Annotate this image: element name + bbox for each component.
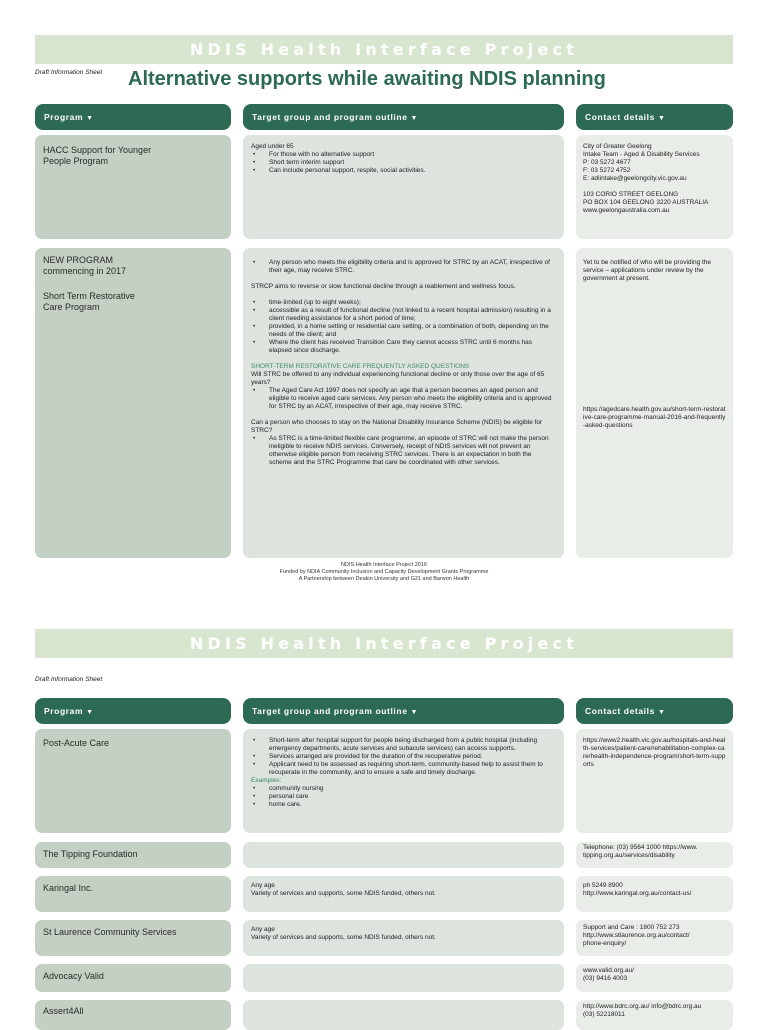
- contact-line: Support and Care : 1800 752 273: [583, 924, 680, 931]
- faq-question: Can a person who chooses to stay on the National Disability Insurance Scheme (NDIS) be eligible for STRC?: [251, 419, 543, 434]
- post-acute-contact-cell: [576, 729, 733, 833]
- bullet-item: • For those with no alternative support: [251, 151, 556, 159]
- page1-header-contact: Contact details ▼: [576, 104, 733, 130]
- target-line: Any age: [251, 882, 275, 889]
- strc-contact-cell: [576, 248, 733, 558]
- bullet-item: • provided, in a home setting or residential care setting, or a combination of both, depending on the needs of the client; and: [251, 323, 556, 339]
- faq-question: Will STRC be offered to any individual experiencing functional decline or only those over the age of 65 years?: [251, 371, 545, 386]
- page2-draft-label: Draft Information Sheet: [35, 676, 103, 683]
- karingal-program-cell: [35, 876, 231, 912]
- faq-answer: [251, 387, 556, 411]
- faq-answer: [251, 435, 556, 467]
- page1-title: Alternative supports while awaiting NDIS planning: [128, 68, 606, 90]
- program-name-line: Care Program: [43, 302, 100, 312]
- bullet-item: • Applicant need to be assessed as requiring short-term, community-based help to assist them to recuperate in the community, and to ensure a safe and timely discharge.: [251, 761, 556, 777]
- bullet-item: • accessible as a result of functional decline (not linked to a recent hospital admission) resulting in a client needing assistance for a short period of time;: [251, 307, 556, 323]
- target-line: Variety of services and supports, some NDIS funded, others not.: [251, 934, 436, 941]
- assert4all-program-cell: [35, 1000, 231, 1030]
- contact-note: Yet to be notified of who will be providing the service – applications under review by the government at present.: [583, 259, 712, 282]
- bullet-item: • time-limited (up to eight weeks);: [251, 299, 556, 307]
- karingal-target-cell: [243, 876, 564, 912]
- program-name-line: People Program: [43, 156, 109, 166]
- strc-program-cell: [35, 248, 231, 558]
- hacc-program-cell: [35, 135, 231, 239]
- page1-header-program: Program ▼: [35, 104, 231, 130]
- post-acute-bullets: [251, 737, 556, 777]
- contact-line[interactable]: http://www.stlaurence.org.au/contact/: [583, 932, 690, 939]
- target-bullets: [251, 151, 556, 175]
- contact-line: City of Greater Geelong: [583, 143, 652, 150]
- contact-website[interactable]: www.geelongaustralia.com.au: [583, 207, 670, 214]
- strc-target-cell: [243, 248, 564, 558]
- footer-line: Funded by NDIA Community Inclusion and Capacity Development Grants Programme: [279, 569, 489, 575]
- st-laurence-contact-cell: [576, 920, 733, 956]
- contact-line[interactable]: Telephone: (03) 9564 1000 https://www.: [583, 844, 698, 851]
- faq-heading: SHORT-TERM RESTORATIVE CARE FREQUENTLY ASKED QUESTIONS: [251, 363, 470, 370]
- st-laurence-target-cell: [243, 920, 564, 956]
- advocacy-valid-contact-cell: [576, 964, 733, 992]
- page1-draft-label: Draft Information Sheet: [35, 69, 103, 76]
- contact-line: 103 CORIO STREET GEELONG: [583, 191, 679, 198]
- contact-line: (03) 9416 4003: [583, 975, 628, 982]
- examples-label: Examples:: [251, 777, 282, 784]
- bullet-item: • Where the client has received Transition Care they cannot access STRC until 6 months has elapsed since discharge.: [251, 339, 556, 355]
- contact-line: ph 5249 8900: [583, 882, 623, 889]
- strc-feature-bullets: [251, 299, 556, 355]
- page1-footer: [0, 562, 768, 583]
- bullet-item: • community nursing: [251, 785, 556, 793]
- tipping-program-cell: [35, 842, 231, 868]
- bullet-item: • As STRC is a time-limited flexible care programme, an episode of STRC will not make the person ineligible to receive NDIS services. Conversely, receipt of NDIS services will not prevent an otherwise eligible person from receiving STRC services. There is an expectation in both the scheme and the STRC Programme that care be coordinated with other services.: [251, 435, 556, 467]
- bullet-item: • Short-term after hospital support for people being discharged from a public hospital (including emergency departments, acute services and subacute services) can access supports.: [251, 737, 556, 753]
- page2-header-program: Program ▼: [35, 698, 231, 724]
- caret-down-icon: ▼: [410, 709, 419, 716]
- post-acute-link[interactable]: https://www2.health.vic.gov.au/hospitals-and-health-services/patient-care/rehabilitation-complex-care/health-independence-program/short-term-supports: [583, 737, 726, 768]
- bullet-item: • Can include personal support, respite, social activities.: [251, 167, 556, 175]
- program-name-line: NEW PROGRAM: [43, 255, 114, 265]
- footer-line: NDIS Health Interface Project 2016: [341, 562, 427, 568]
- caret-down-icon: ▼: [657, 115, 666, 122]
- bullet-item: • The Aged Care Act 1997 does not specify an age that a person becomes an aged person and eligible to receive aged care services. Any person who meets the eligibility criteria and is approved for STRC by an ACAT, irrespective of their age, may receive STRC.: [251, 387, 556, 411]
- examples-list: [251, 785, 556, 809]
- contact-line[interactable]: tipping.org.au/services/disability: [583, 852, 675, 859]
- strcp-aim-paragraph: STRCP aims to reverse or slow functional decline through a reablement and wellness focus.: [251, 283, 516, 290]
- post-acute-target-cell: [243, 729, 564, 833]
- page2-header-contact: Contact details ▼: [576, 698, 733, 724]
- page2-header-target: Target group and program outline ▼: [243, 698, 564, 724]
- target-line: Variety of services and supports, some NDIS funded, others not.: [251, 890, 436, 897]
- hacc-contact-cell: [576, 135, 733, 239]
- st-laurence-program-cell: [35, 920, 231, 956]
- program-name: St Laurence Community Services: [43, 927, 177, 937]
- assert4all-contact-cell: [576, 1000, 733, 1030]
- program-name: Post-Acute Care: [43, 738, 110, 748]
- contact-line: (03) 52218011: [583, 1011, 625, 1018]
- program-name: Assert4All: [43, 1006, 84, 1016]
- contact-line: Intake Team - Aged & Disability Services: [583, 151, 700, 158]
- tipping-contact-cell: [576, 842, 733, 868]
- assert4all-target-cell: [243, 1000, 564, 1030]
- advocacy-valid-target-cell: [243, 964, 564, 992]
- contact-line: PO BOX 104 GEELONG 3220 AUSTRALIA: [583, 199, 709, 206]
- post-acute-program-cell: [35, 729, 231, 833]
- program-name-line: Short Term Restorative: [43, 291, 135, 301]
- page1-banner: NDIS Health Interface Project: [35, 35, 733, 64]
- contact-spacer: [583, 183, 726, 191]
- program-name: Advocacy Valid: [43, 971, 104, 981]
- page2-banner: NDIS Health Interface Project: [35, 629, 733, 658]
- hacc-target-cell: [243, 135, 564, 239]
- program-name: Karingal Inc.: [43, 883, 94, 893]
- caret-down-icon: ▼: [657, 709, 666, 716]
- tipping-target-cell: [243, 842, 564, 868]
- faq-link[interactable]: https://agedcare.health.gov.au/short-term-restorative-care-programme-manual-2016-and-frequently-asked-questions: [583, 406, 726, 429]
- caret-down-icon: ▼: [86, 115, 94, 122]
- contact-line: F: 03 5272 4752: [583, 167, 631, 174]
- caret-down-icon: ▼: [86, 709, 94, 716]
- target-line: Any age: [251, 926, 275, 933]
- contact-line: P: 03 5272 4677: [583, 159, 631, 166]
- contact-line[interactable]: http://www.karingal.org.au/contact-us/: [583, 890, 692, 897]
- contact-line[interactable]: www.valid.org.au/: [583, 967, 634, 974]
- bullet-item: • Services arranged are provided for the duration of the recuperative period.: [251, 753, 556, 761]
- bullet-item: • Short term interim support: [251, 159, 556, 167]
- contact-email[interactable]: E: adiintake@geelongcity.vic.gov.au: [583, 175, 687, 182]
- karingal-contact-cell: [576, 876, 733, 912]
- page1-header-target: Target group and program outline ▼: [243, 104, 564, 130]
- advocacy-valid-program-cell: [35, 964, 231, 992]
- contact-line[interactable]: http://www.bdrc.org.au/ info@bdrc.org.au: [583, 1003, 702, 1010]
- footer-line: A Partnership between Deakin University and G21 and Barwon Health: [298, 576, 470, 582]
- bullet-item: • personal care: [251, 793, 556, 801]
- program-name-line: commencing in 2017: [43, 266, 127, 276]
- bullet-item: • home care.: [251, 801, 556, 809]
- bullet-item: • Any person who meets the eligibility criteria and is approved for STRC by an ACAT, irrespective of their age, may receive STRC.: [251, 259, 556, 275]
- eligibility-bullets: [251, 259, 556, 275]
- contact-line[interactable]: phone-enquiry/: [583, 940, 627, 947]
- target-intro: Aged under 65: [251, 143, 294, 150]
- program-name: The Tipping Foundation: [43, 849, 138, 859]
- caret-down-icon: ▼: [410, 115, 419, 122]
- program-name-line: HACC Support for Younger: [43, 145, 152, 155]
